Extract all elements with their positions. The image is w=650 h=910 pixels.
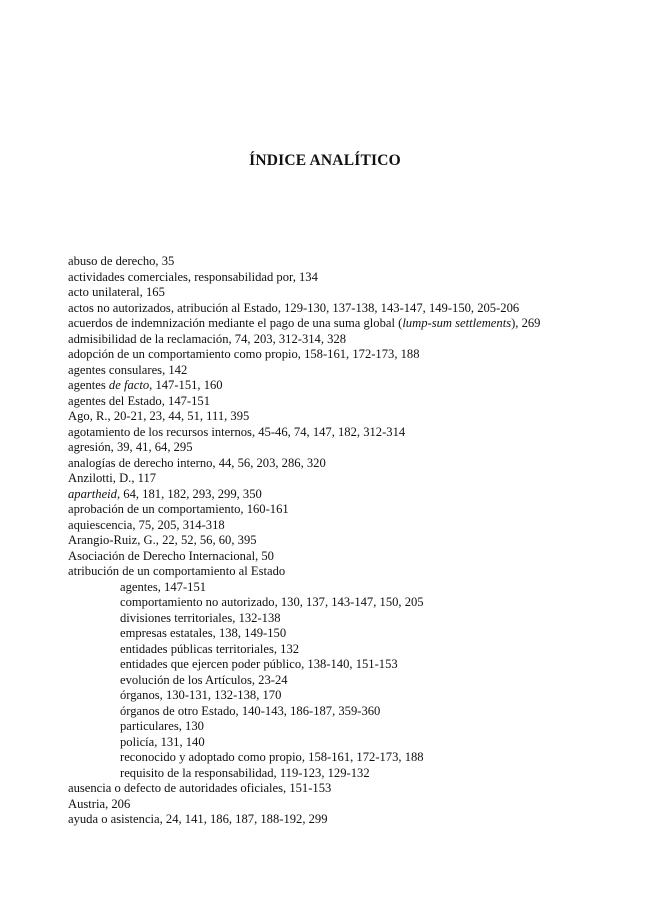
index-subentry — [68, 580, 643, 596]
index-subentry — [68, 719, 643, 735]
entry-text-italic: lump-sum settlements — [402, 316, 512, 330]
entry-text: entidades públicas territoriales, 132 — [120, 641, 300, 656]
entry-text: Anzilotti, D., 117 — [68, 471, 157, 485]
entry-text: , 64, 181, 182, 293, 299, 350 — [116, 486, 262, 501]
index-subentry — [68, 673, 643, 689]
index-entry — [68, 456, 643, 472]
entry-text: Arangio-Ruiz, G., 22, 52, 56, 60, 395 — [68, 533, 257, 547]
index-list — [68, 254, 643, 828]
index-subentry — [68, 657, 643, 673]
entry-text: analogías de derecho interno, 44, 56, 203, 286, 320 — [68, 455, 326, 470]
index-entry — [68, 440, 643, 456]
entry-text: agentes, 147-151 — [120, 579, 207, 594]
index-subentry — [68, 595, 643, 611]
entry-text: evolución de los Artículos, 23-24 — [120, 672, 288, 687]
index-entry — [68, 394, 643, 410]
index-entry — [68, 812, 643, 828]
entry-text: ), 269 — [511, 316, 541, 330]
index-entry — [68, 502, 643, 518]
index-subentry — [68, 735, 643, 751]
index-entry — [68, 518, 643, 534]
entry-text: reconocido y adoptado como propio, 158-161, 172-173, 188 — [120, 750, 424, 764]
index-entry — [68, 533, 643, 549]
entry-text: ayuda o asistencia, 24, 141, 186, 187, 188-192, 299 — [68, 812, 328, 826]
entry-text: abuso de derecho, 35 — [68, 254, 175, 268]
index-subentry — [68, 611, 643, 627]
entry-text: Ago, R., 20-21, 23, 44, 51, 111, 395 — [68, 409, 250, 423]
index-entry — [68, 301, 643, 317]
index-entry — [68, 332, 643, 348]
entry-text-italic: apartheid — [68, 486, 117, 501]
entry-text: aquiescencia, 75, 205, 314-318 — [68, 517, 225, 532]
entry-text: policía, 131, 140 — [120, 734, 205, 749]
entry-text: divisiones territoriales, 132-138 — [120, 610, 281, 625]
entry-text-italic: de facto — [108, 378, 150, 392]
index-entry — [68, 363, 643, 379]
entry-text: requisito de la responsabilidad, 119-123, 129-132 — [120, 765, 370, 780]
entry-text: atribución de un comportamiento al Estado — [68, 564, 286, 578]
index-entry — [68, 564, 643, 580]
entry-text: agentes consulares, 142 — [68, 362, 188, 377]
index-entry — [68, 316, 643, 332]
entry-text: , 147-151, 160 — [149, 378, 223, 392]
index-entry — [68, 254, 643, 270]
index-subentry — [68, 688, 643, 704]
entry-text: agresión, 39, 41, 64, 295 — [68, 440, 193, 454]
index-subentry — [68, 766, 643, 782]
entry-text: aprobación de un comportamiento, 160-161 — [68, 502, 289, 516]
entry-text: comportamiento no autorizado, 130, 137, 143-147, 150, 205 — [120, 595, 424, 609]
index-entry — [68, 781, 643, 797]
entry-text: empresas estatales, 138, 149-150 — [120, 626, 287, 640]
index-entry — [68, 285, 643, 301]
index-entry — [68, 797, 643, 813]
index-subentry — [68, 750, 643, 766]
entry-text: actos no autorizados, atribución al Estado, 129-130, 137-138, 143-147, 149-150, 205-206 — [68, 300, 520, 315]
entry-text: órganos de otro Estado, 140-143, 186-187, 359-360 — [120, 703, 381, 718]
entry-text: Austria, 206 — [68, 796, 131, 811]
entry-text: acuerdos de indemnización mediante el pago de una suma global ( — [68, 316, 403, 330]
index-subentry — [68, 626, 643, 642]
index-entry — [68, 471, 643, 487]
entry-text: Asociación de Derecho Internacional, 50 — [68, 548, 274, 563]
index-entry — [68, 487, 643, 503]
entry-text: acto unilateral, 165 — [68, 285, 165, 299]
entry-text: adopción de un comportamiento como propio, 158-161, 172-173, 188 — [68, 347, 420, 361]
index-subentry — [68, 704, 643, 720]
index-entry — [68, 378, 643, 394]
entry-text: agentes del Estado, 147-151 — [68, 393, 210, 408]
entry-text: agotamiento de los recursos internos, 45-46, 74, 147, 182, 312-314 — [68, 424, 406, 439]
entry-text: admisibilidad de la reclamación, 74, 203, 312-314, 328 — [68, 331, 347, 346]
index-entry — [68, 347, 643, 363]
index-subentry — [68, 642, 643, 658]
index-entry — [68, 270, 643, 286]
index-entry — [68, 549, 643, 565]
entry-text: entidades que ejercen poder público, 138-140, 151-153 — [120, 657, 398, 671]
entry-text: ausencia o defecto de autoridades oficiales, 151-153 — [68, 781, 332, 795]
page-title: ÍNDICE ANALÍTICO — [249, 152, 401, 169]
entry-text: actividades comerciales, responsabilidad por, 134 — [68, 269, 318, 284]
entry-text: órganos, 130-131, 132-138, 170 — [120, 688, 282, 702]
index-entry — [68, 409, 643, 425]
entry-text: agentes — [68, 378, 109, 392]
entry-text: particulares, 130 — [120, 719, 204, 733]
index-entry — [68, 425, 643, 441]
